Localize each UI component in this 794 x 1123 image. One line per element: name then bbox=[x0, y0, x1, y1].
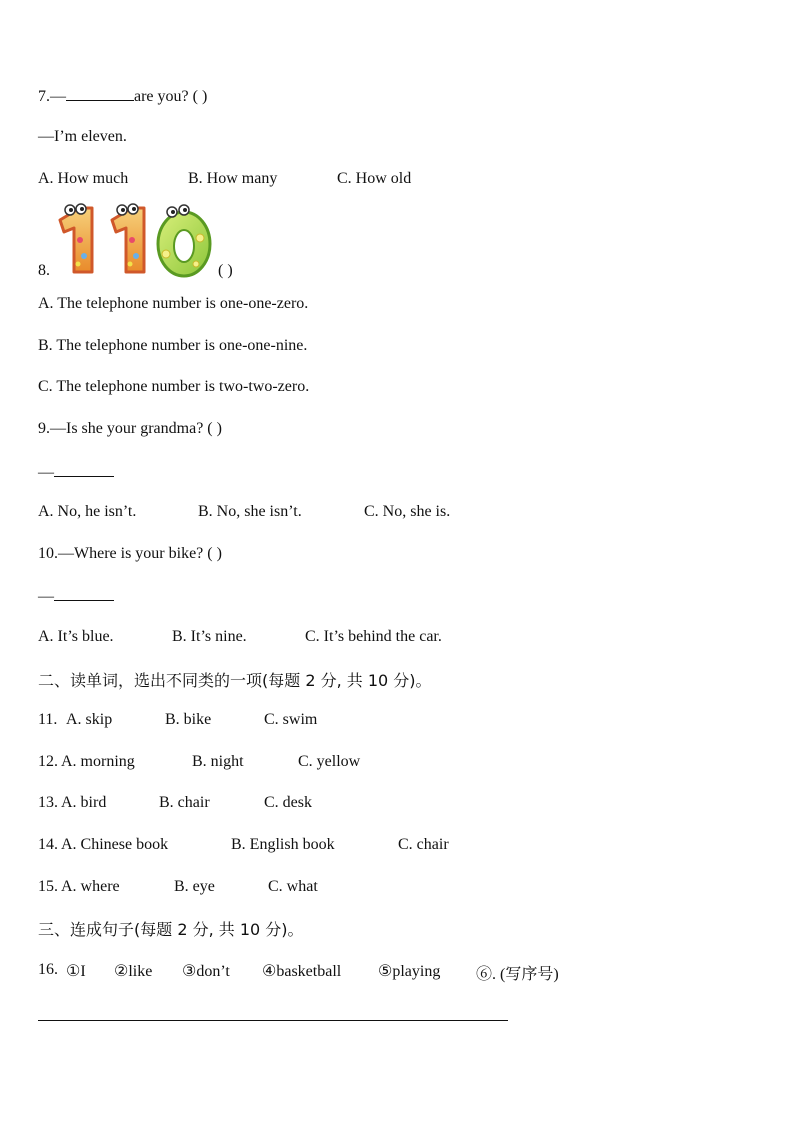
option-b: B. The telephone number is one-one-nine. bbox=[38, 337, 308, 354]
answer-blank[interactable] bbox=[54, 462, 114, 477]
question-15-number: 15. bbox=[38, 878, 58, 895]
option-c: C. desk bbox=[264, 794, 312, 811]
option-c: C. How old bbox=[337, 170, 412, 187]
dash: — bbox=[38, 464, 54, 481]
option-c: C. yellow bbox=[298, 753, 361, 770]
question-14-number: 14. bbox=[38, 836, 58, 853]
answer-blank[interactable] bbox=[66, 86, 134, 101]
question-13-number: 13. bbox=[38, 794, 58, 811]
question-8-number: 8. bbox=[38, 262, 50, 279]
question-text: are you? ( ) bbox=[134, 88, 208, 105]
option-c: C. what bbox=[268, 878, 318, 895]
question-9-stem: 9.—Is she your grandma? ( ) bbox=[38, 420, 222, 437]
question-16-number: 16. bbox=[38, 961, 58, 978]
option-b: B. English book bbox=[231, 836, 335, 853]
question-7-stem bbox=[38, 86, 207, 106]
option-a: A. morning bbox=[61, 753, 135, 770]
dash: — bbox=[38, 588, 54, 605]
word-3: ③don’t bbox=[182, 963, 230, 980]
option-c: C. swim bbox=[264, 711, 318, 728]
question-10-stem: 10.—Where is your bike? ( ) bbox=[38, 545, 222, 562]
answer-blank[interactable] bbox=[54, 586, 114, 601]
option-b: B. It’s nine. bbox=[172, 628, 247, 645]
number-110-picture bbox=[50, 198, 216, 280]
option-b: B. night bbox=[192, 753, 244, 770]
option-a: A. No, he isn’t. bbox=[38, 503, 137, 520]
word-5: ⑤playing bbox=[378, 963, 441, 980]
question-number: 7.— bbox=[38, 88, 66, 105]
question-11-number: 11. bbox=[38, 711, 58, 728]
option-b: B. How many bbox=[188, 170, 278, 187]
word-1: ①I bbox=[66, 963, 86, 980]
option-c: C. The telephone number is two-two-zero. bbox=[38, 378, 310, 395]
question-7-reply: —I’m eleven. bbox=[38, 128, 127, 145]
option-b: B. chair bbox=[159, 794, 210, 811]
option-c: C. chair bbox=[398, 836, 449, 853]
section-3-heading: 三、连成句子(每题 2 分, 共 10 分)。 bbox=[38, 920, 304, 939]
word-4: ④basketball bbox=[262, 963, 342, 980]
option-c: C. It’s behind the car. bbox=[305, 628, 442, 645]
word-6: ⑥. (写序号) bbox=[476, 966, 559, 983]
option-c: C. No, she is. bbox=[364, 503, 451, 520]
option-a: A. The telephone number is one-one-zero. bbox=[38, 295, 309, 312]
option-b: B. eye bbox=[174, 878, 215, 895]
question-12-number: 12. bbox=[38, 753, 58, 770]
option-b: B. No, she isn’t. bbox=[198, 503, 302, 520]
option-a: A. skip bbox=[66, 711, 113, 728]
option-a: A. How much bbox=[38, 170, 129, 187]
question-10-reply bbox=[38, 586, 114, 606]
option-a: A. where bbox=[61, 878, 120, 895]
word-2: ②like bbox=[114, 963, 153, 980]
question-8-paren[interactable]: ( ) bbox=[218, 262, 233, 279]
answer-line[interactable] bbox=[38, 1020, 508, 1021]
option-b: B. bike bbox=[165, 711, 212, 728]
option-a: A. Chinese book bbox=[61, 836, 169, 853]
option-a: A. It’s blue. bbox=[38, 628, 114, 645]
question-9-reply bbox=[38, 462, 114, 482]
section-2-heading: 二、读单词，选出不同类的一项(每题 2 分, 共 10 分)。 bbox=[38, 671, 432, 690]
option-a: A. bird bbox=[61, 794, 107, 811]
